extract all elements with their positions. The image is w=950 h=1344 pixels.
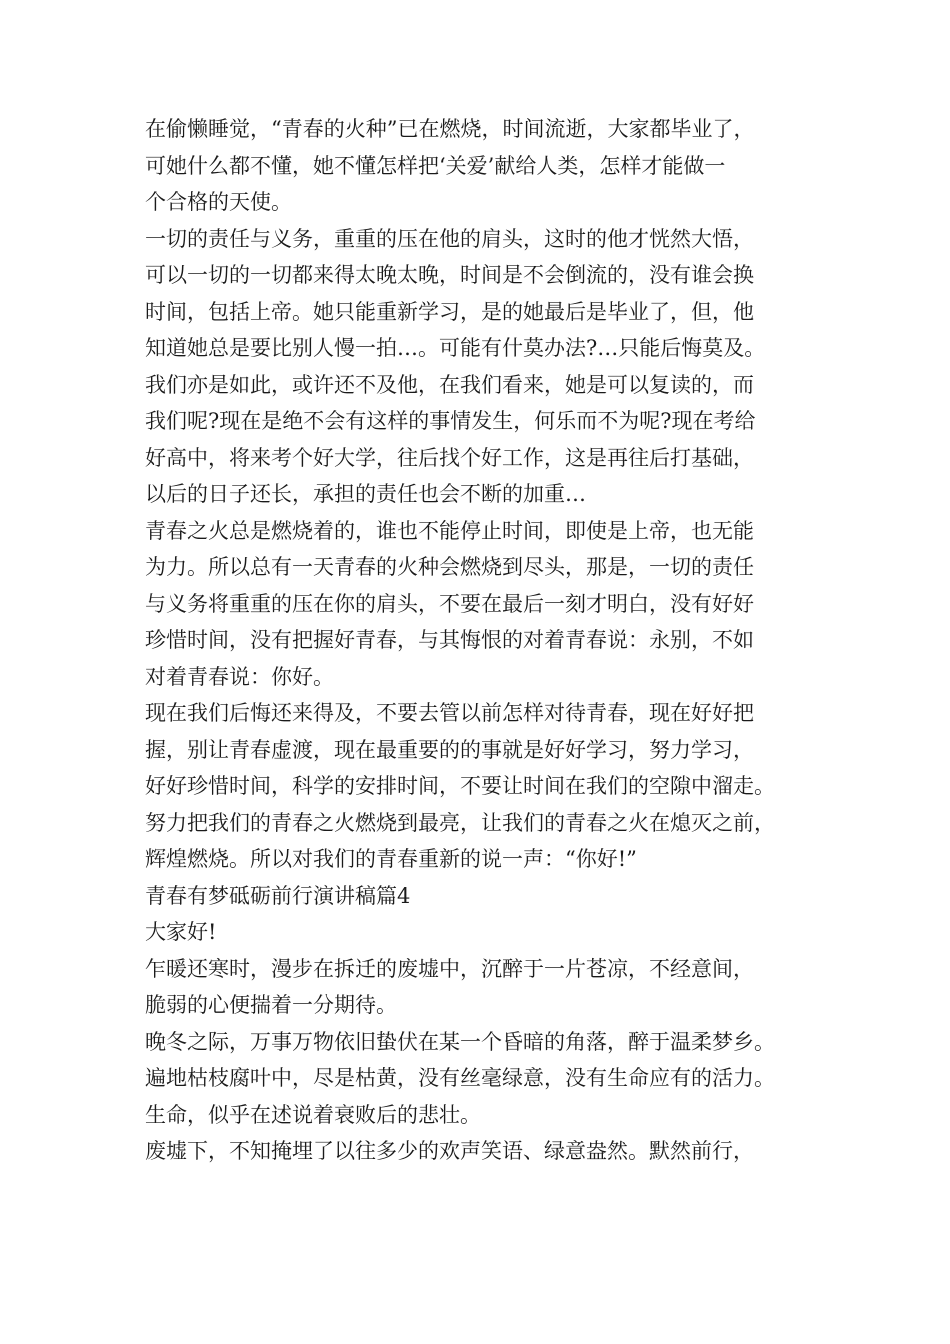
text-line: 对着青春说：你好。 — [145, 664, 334, 689]
text-line: 知道她总是要比别人慢一拍…。可能有什莫办法?…只能后悔莫及。 — [145, 336, 766, 360]
text-line: 握，别让青春虚渡，现在最重要的的事就是好好学习，努力学习， — [145, 737, 754, 762]
text-line: 与义务将重重的压在你的肩头，不要在最后一刻才明白，没有好好 — [145, 591, 754, 616]
text-line: 好高中，将来考个好大学，往后找个好工作，这是再往后打基础， — [145, 445, 754, 470]
section-heading: 青春有梦砥砺前行演讲稿篇4 — [145, 883, 411, 908]
text-line: 遍地枯枝腐叶中，尽是枯黄，没有丝毫绿意，没有生命应有的活力。 — [145, 1066, 775, 1090]
document-body — [145, 111, 845, 1170]
text-line: 废墟下，不知掩埋了以往多少的欢声笑语、绿意盎然。默然前行， — [145, 1139, 754, 1163]
text-line: 生命，似乎在述说着衰败后的悲壮。 — [145, 1102, 481, 1127]
text-line: 可以一切的一切都来得太晚太晚，时间是不会倒流的，没有谁会换 — [145, 263, 754, 287]
text-line: 我们亦是如此，或许还不及他，在我们看来，她是可以复读的，而 — [145, 372, 754, 397]
greeting-line: 大家好! — [145, 920, 217, 944]
text-line: 我们呢?现在是绝不会有这样的事情发生，何乐而不为呢?现在考给 — [145, 409, 756, 433]
text-line: 脆弱的心便揣着一分期待。 — [145, 993, 397, 1017]
text-line: 辉煌燃烧。所以对我们的青春重新的说一声：“你好!” — [145, 847, 637, 871]
text-line: 好好珍惜时间，科学的安排时间，不要让时间在我们的空隙中溜走。 — [145, 774, 775, 798]
text-line: 个合格的天使。 — [145, 190, 292, 214]
text-line: 乍暖还寒时，漫步在拆迁的废墟中，沉醉于一片苍凉，不经意间， — [145, 956, 754, 981]
text-line: 在偷懒睡觉，“青春的火种”已在燃烧，时间流逝，大家都毕业了， — [145, 117, 755, 141]
text-line: 青春之火总是燃烧着的，谁也不能停止时间，即使是上帝，也无能 — [145, 518, 754, 543]
text-line: 珍惜时间，没有把握好青春，与其悔恨的对着青春说：永别，不如 — [145, 628, 754, 652]
text-line: 为力。所以总有一天青春的火种会燃烧到尽头，那是，一切的责任 — [145, 555, 754, 579]
text-line: 可她什么都不懂，她不懂怎样把‘关爱’献给人类，怎样才能做一 — [145, 153, 726, 178]
text-line: 现在我们后悔还来得及，不要去管以前怎样对待青春，现在好好把 — [145, 701, 754, 725]
text-line: 晚冬之际，万事万物依旧蛰伏在某一个昏暗的角落，醉于温柔梦乡。 — [145, 1029, 775, 1054]
text-line: 努力把我们的青春之火燃烧到最亮，让我们的青春之火在熄灭之前， — [145, 810, 775, 835]
text-line: 时间，包括上帝。她只能重新学习，是的她最后是毕业了，但，他 — [145, 299, 754, 324]
text-line: 一切的责任与义务，重重的压在他的肩头，这时的他才恍然大悟， — [145, 226, 754, 251]
text-line: 以后的日子还长，承担的责任也会不断的加重… — [145, 482, 586, 506]
